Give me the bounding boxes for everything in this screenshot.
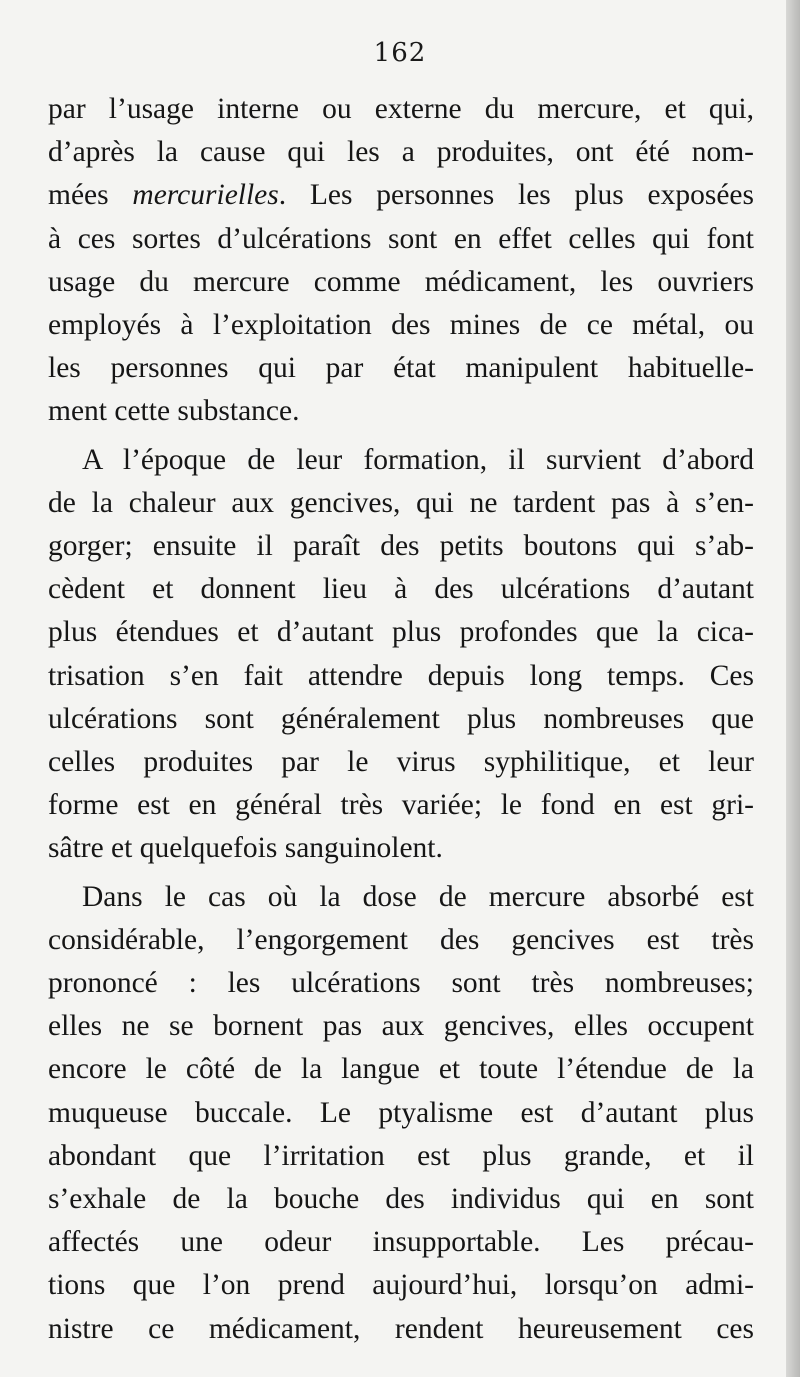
text-line: trisation s’en fait attendre depuis long temps. Ces — [48, 659, 754, 692]
page-number: 162 — [373, 38, 427, 68]
text-line: muqueuse buccale. Le ptyalisme est d’autant plus — [48, 1096, 754, 1129]
text-line: sâtre et quelquefois sanguinolent. — [48, 832, 443, 865]
text-segment: . Les personnes les plus exposées — [278, 179, 754, 212]
text-line: gorger; ensuite il paraît des petits boutons qui s’ab- — [48, 530, 754, 563]
text-line: d’après la cause qui les a produites, ont été nom- — [48, 136, 754, 169]
text-line: à ces sortes d’ulcérations sont en effet celles qui font — [48, 222, 754, 255]
text-line: prononcé : les ulcérations sont très nombreuses; — [48, 967, 754, 1000]
text-line: ulcérations sont généralement plus nombreuses que — [48, 702, 754, 735]
page-edge-shadow — [786, 0, 800, 1377]
text-line: ment cette substance. — [48, 395, 300, 428]
body-text — [48, 88, 754, 1356]
paragraph-2 — [48, 439, 754, 871]
text-line: forme est en général très variée; le fond en est gri- — [48, 789, 754, 822]
text-segment: mées — [48, 179, 133, 212]
text-line: tions que l’on prend aujourd’hui, lorsqu’on admi- — [48, 1269, 754, 1302]
text-line: celles produites par le virus syphilitique, et leur — [48, 746, 754, 779]
text-line: par l’usage interne ou externe du mercure, et qui, — [48, 93, 754, 125]
text-line: A l’époque de leur formation, il survient d’abord — [82, 443, 754, 476]
text-line: les personnes qui par état manipulent habituelle- — [48, 352, 754, 385]
paragraph-1 — [48, 88, 754, 434]
text-line: de la chaleur aux gencives, qui ne tardent pas à s’en- — [48, 486, 754, 519]
text-line: elles ne se bornent pas aux gencives, elles occupent — [48, 1010, 754, 1043]
text-line: usage du mercure comme médicament, les ouvriers — [48, 265, 754, 298]
text-line: plus étendues et d’autant plus profondes que la cica- — [48, 616, 754, 649]
text-line: employés à l’exploitation des mines de ce métal, ou — [48, 309, 754, 342]
paragraph-3 — [48, 876, 754, 1351]
text-line: encore le côté de la langue et toute l’étendue de la — [48, 1053, 754, 1086]
text-line: abondant que l’irritation est plus grande, et il — [48, 1139, 754, 1172]
italic-term: mercurielles — [132, 179, 279, 212]
text-line — [48, 174, 754, 217]
text-line: cèdent et donnent lieu à des ulcérations d’autant — [48, 573, 754, 606]
text-line: nistre ce médicament, rendent heureusement ces — [48, 1312, 754, 1345]
text-line: Dans le cas où la dose de mercure absorbé est — [82, 880, 754, 913]
text-line: s’exhale de la bouche des individus qui en sont — [48, 1183, 754, 1216]
text-line: affectés une odeur insupportable. Les précau- — [48, 1226, 754, 1259]
text-line: considérable, l’engorgement des gencives est très — [48, 923, 754, 956]
